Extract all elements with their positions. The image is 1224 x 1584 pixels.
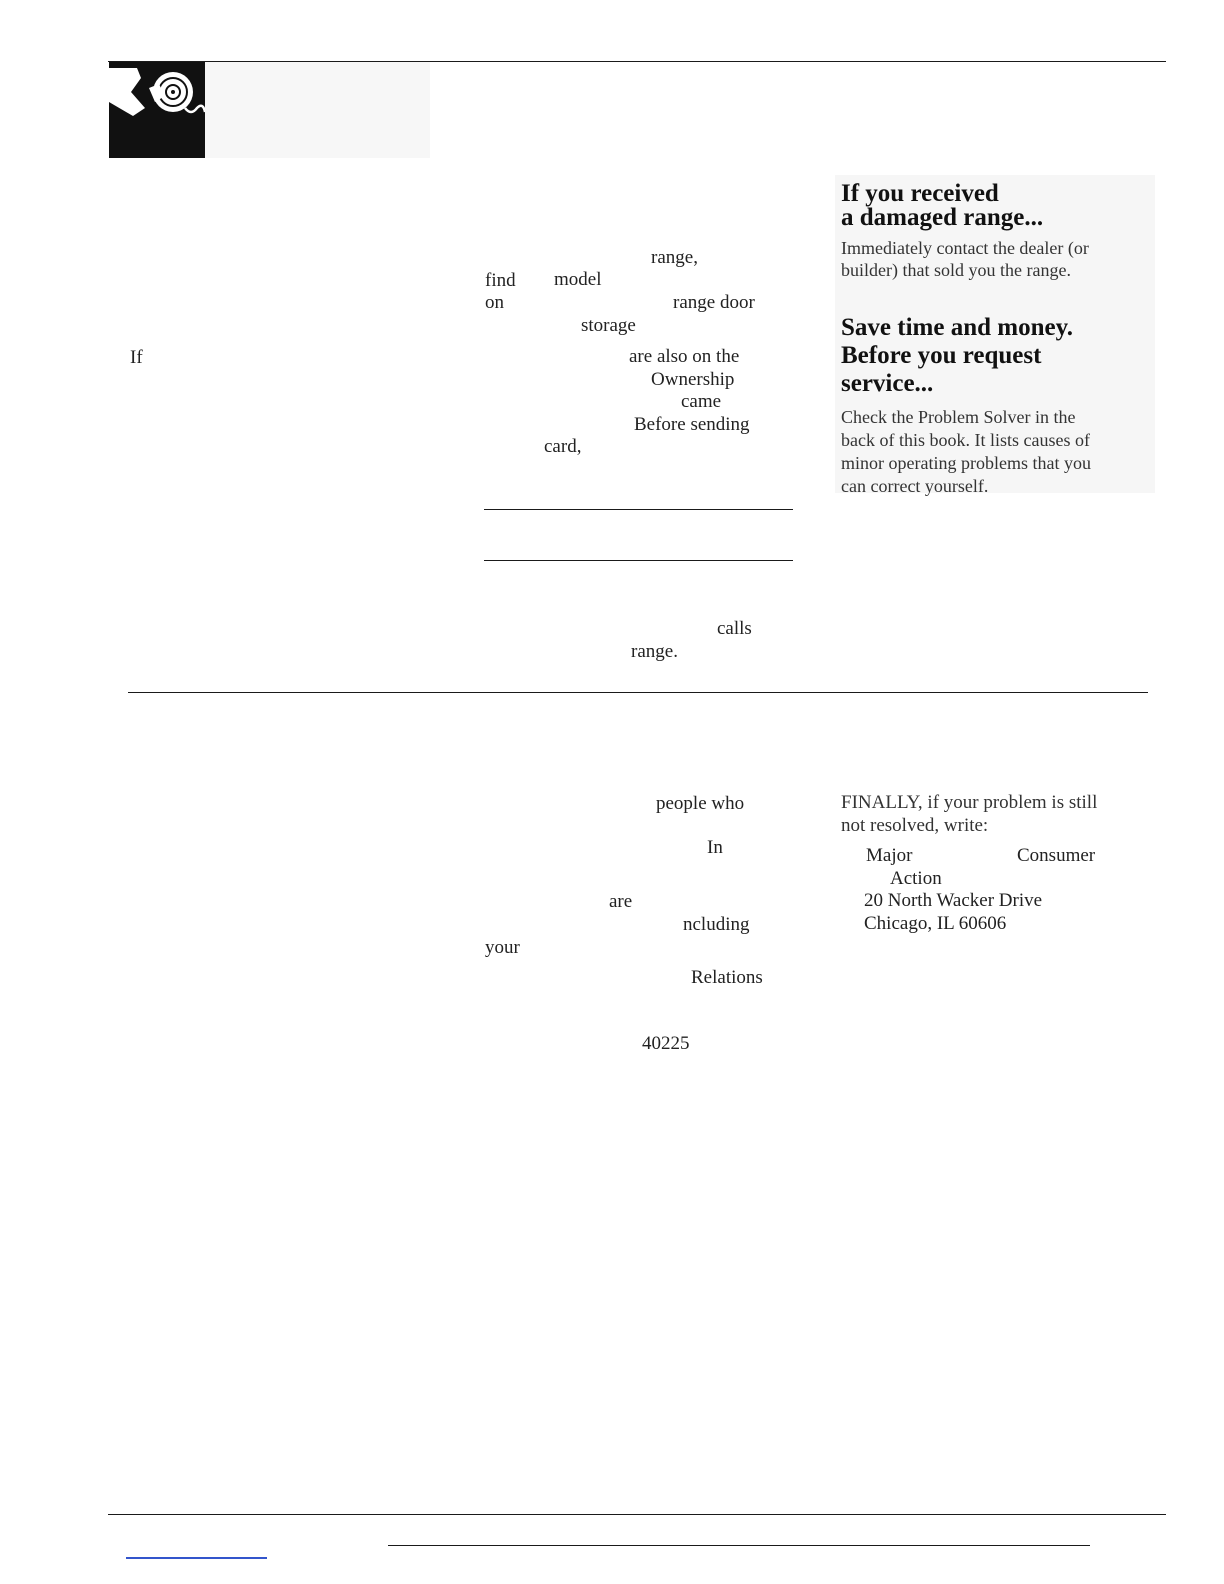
save-time-body-line: minor operating problems that you	[841, 453, 1091, 473]
finally-line1: FINALLY, if your problem is still	[841, 792, 1098, 813]
address-action: Action	[890, 868, 942, 889]
save-time-heading-line3: service...	[841, 370, 934, 397]
address-city: Chicago, IL 60606	[864, 913, 1007, 934]
damaged-range-body-line2: builder) that sold you the range.	[841, 260, 1071, 280]
lower-fragment: are	[609, 891, 633, 912]
footer-link-underline[interactable]	[126, 1557, 267, 1559]
header-title-area	[205, 62, 430, 158]
middle-fragment: range door	[673, 292, 755, 313]
address-major: Major	[866, 845, 913, 866]
middle-fragment: range,	[651, 247, 698, 268]
section-divider	[128, 692, 1148, 693]
middle-fragment: Before sending	[634, 414, 750, 435]
middle-fragment: calls	[717, 618, 752, 639]
lower-fragment: your	[485, 937, 520, 958]
footer-rule	[108, 1514, 1166, 1515]
footer-inner-rule	[388, 1545, 1090, 1546]
middle-fragment: came	[681, 391, 722, 412]
middle-fragment: Ownership	[651, 369, 735, 390]
telephone-icon	[109, 145, 205, 162]
save-time-body-line: can correct yourself.	[841, 476, 989, 496]
middle-fragment: range.	[631, 641, 678, 662]
damaged-range-body-line1: Immediately contact the dealer (or	[841, 238, 1089, 258]
address-street: 20 North Wacker Drive	[864, 890, 1043, 911]
save-time-body-line: Check the Problem Solver in the	[841, 407, 1076, 427]
middle-fragment: storage	[581, 315, 636, 336]
lower-fragment: 40225	[642, 1033, 690, 1054]
serial-number-blank-line	[484, 560, 793, 561]
middle-fragment: on	[485, 292, 504, 313]
middle-fragment: card,	[544, 436, 582, 457]
left-fragment-if: If	[130, 347, 143, 368]
lower-fragment: ncluding	[683, 914, 750, 935]
save-time-body-line: back of this book. It lists causes of	[841, 430, 1090, 450]
damaged-range-heading-line2: a damaged range...	[841, 204, 1044, 231]
lower-fragment: Relations	[691, 967, 763, 988]
header-icon-block	[109, 62, 205, 158]
middle-fragment: find	[485, 270, 516, 291]
middle-fragment: model	[554, 269, 602, 290]
model-number-blank-line	[484, 509, 793, 510]
middle-fragment: are also on the	[629, 346, 740, 367]
damaged-range-heading-line1: If you received	[841, 180, 999, 207]
finally-line2: not resolved, write:	[841, 815, 989, 836]
save-time-heading-line2: Before you request	[841, 342, 1042, 369]
lower-fragment: people who	[656, 793, 745, 814]
lower-fragment: In	[707, 837, 723, 858]
save-time-heading-line1: Save time and money.	[841, 314, 1073, 341]
address-consumer: Consumer	[1017, 845, 1096, 866]
